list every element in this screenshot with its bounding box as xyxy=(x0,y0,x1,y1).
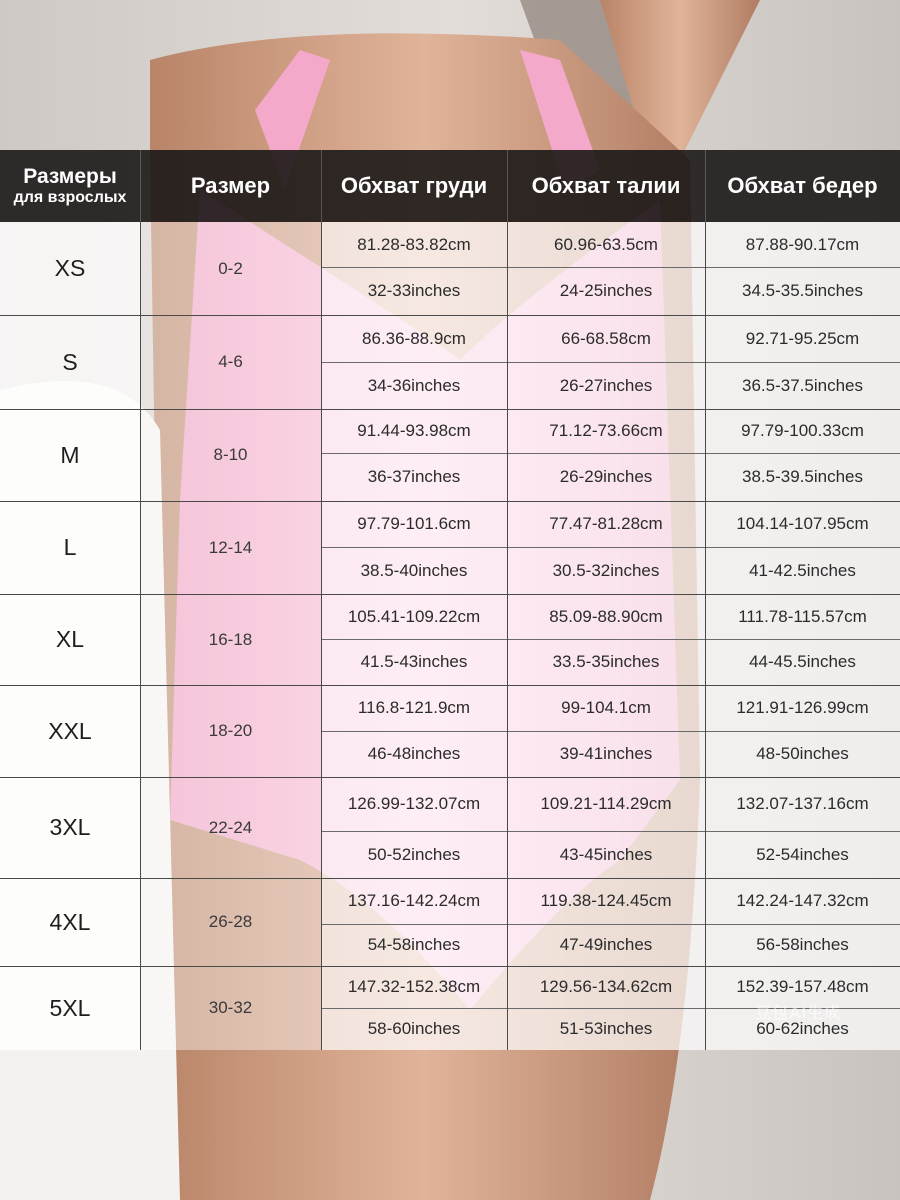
inches-row xyxy=(321,267,900,315)
chest-cm-cell: 91.44-93.98cm xyxy=(357,421,471,440)
chest-cm-cell: 81.28-83.82cm xyxy=(357,234,471,254)
hip-cm-cell: 92.71-95.25cm xyxy=(745,328,860,348)
column-divider xyxy=(321,315,322,409)
hip-inches-cell: 34.5-35.5inches xyxy=(742,281,863,300)
header-size: Размер xyxy=(190,173,271,198)
cm-row xyxy=(321,685,900,731)
size-label: M xyxy=(0,409,140,501)
inches-row xyxy=(321,639,900,685)
hip-inches-cell: 56-58inches xyxy=(756,935,849,954)
chest-inches-cell: 58-60inches xyxy=(367,1019,461,1038)
hip-cm-cell: 104.14-107.95cm xyxy=(736,514,869,533)
hip-cm-cell: 121.91-126.99cm xyxy=(736,698,869,717)
waist-inches-cell: 26-27inches xyxy=(559,375,653,395)
header-adult-sizes-line2: для взрослых xyxy=(13,188,127,206)
column-divider xyxy=(705,685,706,777)
column-divider xyxy=(321,966,322,1050)
column-divider xyxy=(507,222,508,315)
inner-row-divider xyxy=(321,547,900,548)
size-label: XL xyxy=(0,594,140,685)
size-label: 5XL xyxy=(0,966,140,1050)
header-adult-sizes xyxy=(0,150,140,222)
us-size-range: 22-24 xyxy=(140,777,321,878)
us-size-range: 18-20 xyxy=(140,685,321,777)
inches-row xyxy=(321,547,900,594)
us-size-range: 0-2 xyxy=(140,222,321,315)
inches-row xyxy=(321,362,900,409)
chest-cm-cell: 97.79-101.6cm xyxy=(357,514,471,533)
header-divider xyxy=(140,150,141,222)
us-size-range: 8-10 xyxy=(140,409,321,501)
us-size-range: 12-14 xyxy=(140,501,321,594)
size-label: S xyxy=(0,315,140,409)
column-divider xyxy=(321,777,322,878)
header-adult-sizes-line1: Размеры xyxy=(23,164,117,188)
watermark-text: 豆包AI生成 xyxy=(755,1005,842,1022)
size-label: 4XL xyxy=(0,878,140,966)
size-row-group xyxy=(0,315,900,409)
us-size-range: 16-18 xyxy=(140,594,321,685)
cm-row xyxy=(321,777,900,831)
cm-row xyxy=(321,594,900,639)
hip-cm-cell: 132.07-137.16cm xyxy=(736,794,869,813)
hip-cm-cell: 87.88-90.17cm xyxy=(745,234,860,254)
inner-row-divider xyxy=(321,362,900,363)
cm-row xyxy=(321,222,900,267)
size-row-group xyxy=(0,685,900,777)
column-divider xyxy=(321,501,322,594)
header-divider xyxy=(507,150,508,222)
row-divider xyxy=(0,777,900,778)
column-divider xyxy=(705,501,706,594)
hip-cm-cell: 152.39-157.48cm xyxy=(736,977,869,996)
column-divider xyxy=(140,966,141,1050)
waist-cm-cell: 99-104.1cm xyxy=(561,698,651,717)
waist-cm-cell: 129.56-134.62cm xyxy=(539,977,673,996)
column-divider xyxy=(705,777,706,878)
chest-cm-cell: 126.99-132.07cm xyxy=(347,794,481,813)
chest-inches-cell: 50-52inches xyxy=(367,844,461,864)
cm-row xyxy=(321,409,900,453)
waist-inches-cell: 39-41inches xyxy=(559,744,653,763)
inches-row xyxy=(321,924,900,966)
waist-cm-cell: 71.12-73.66cm xyxy=(549,421,663,440)
chest-cm-cell: 147.32-152.38cm xyxy=(347,977,481,996)
inner-row-divider xyxy=(321,639,900,640)
row-divider xyxy=(0,409,900,410)
row-divider xyxy=(0,685,900,686)
column-divider xyxy=(140,685,141,777)
header-hips: Обхват бедер xyxy=(727,173,878,198)
header-divider xyxy=(321,150,322,222)
inner-row-divider xyxy=(321,267,900,268)
waist-inches-cell: 51-53inches xyxy=(559,1019,653,1038)
column-divider xyxy=(507,501,508,594)
size-label: XXL xyxy=(0,685,140,777)
inner-row-divider xyxy=(321,924,900,925)
chest-inches-cell: 46-48inches xyxy=(367,744,461,763)
column-divider xyxy=(140,409,141,501)
hip-inches-cell: 36.5-37.5inches xyxy=(742,375,863,395)
inches-row xyxy=(321,731,900,777)
cm-row xyxy=(321,501,900,547)
column-divider xyxy=(507,409,508,501)
row-divider xyxy=(0,966,900,967)
column-divider xyxy=(705,594,706,685)
header-chest: Обхват груди xyxy=(340,173,488,198)
column-divider xyxy=(321,594,322,685)
size-chart-table xyxy=(0,150,900,1050)
waist-inches-cell: 30.5-32inches xyxy=(552,560,660,580)
column-divider xyxy=(321,222,322,315)
table-header xyxy=(0,150,900,222)
chest-inches-cell: 54-58inches xyxy=(367,935,461,954)
column-divider xyxy=(705,222,706,315)
chest-cm-cell: 116.8-121.9cm xyxy=(357,698,471,717)
hip-inches-cell: 38.5-39.5inches xyxy=(742,467,863,486)
chest-cm-cell: 86.36-88.9cm xyxy=(362,328,466,348)
waist-cm-cell: 60.96-63.5cm xyxy=(554,234,658,254)
us-size-range: 26-28 xyxy=(140,878,321,966)
us-size-range: 4-6 xyxy=(140,315,321,409)
column-divider xyxy=(507,777,508,878)
row-divider xyxy=(0,878,900,879)
header-divider xyxy=(705,150,706,222)
size-row-group xyxy=(0,409,900,501)
header-waist: Обхват талии xyxy=(531,173,681,198)
chest-inches-cell: 32-33inches xyxy=(367,281,461,300)
row-divider xyxy=(0,315,900,316)
size-row-group xyxy=(0,777,900,878)
column-divider xyxy=(705,315,706,409)
cm-row xyxy=(321,878,900,924)
waist-cm-cell: 109.21-114.29cm xyxy=(540,794,672,813)
waist-inches-cell: 26-29inches xyxy=(559,467,653,486)
hip-inches-cell: 41-42.5inches xyxy=(749,560,856,580)
inches-row xyxy=(321,831,900,878)
size-label: L xyxy=(0,501,140,594)
column-divider xyxy=(507,966,508,1050)
size-row-group xyxy=(0,222,900,315)
column-divider xyxy=(507,594,508,685)
column-divider xyxy=(140,222,141,315)
column-divider xyxy=(140,594,141,685)
column-divider xyxy=(507,878,508,966)
waist-cm-cell: 85.09-88.90cm xyxy=(549,606,663,626)
size-label: 3XL xyxy=(0,777,140,878)
row-divider xyxy=(0,501,900,502)
row-divider xyxy=(0,594,900,595)
column-divider xyxy=(321,409,322,501)
chest-inches-cell: 36-37inches xyxy=(367,467,461,486)
hip-cm-cell: 142.24-147.32cm xyxy=(736,891,869,910)
waist-cm-cell: 77.47-81.28cm xyxy=(549,514,663,533)
column-divider xyxy=(705,878,706,966)
waist-inches-cell: 24-25inches xyxy=(559,281,653,300)
cm-row xyxy=(321,315,900,362)
chest-inches-cell: 38.5-40inches xyxy=(360,560,468,580)
size-label: XS xyxy=(0,222,140,315)
inner-row-divider xyxy=(321,453,900,454)
waist-inches-cell: 43-45inches xyxy=(559,844,653,864)
column-divider xyxy=(321,685,322,777)
waist-inches-cell: 47-49inches xyxy=(559,935,653,954)
column-divider xyxy=(140,501,141,594)
column-divider xyxy=(321,878,322,966)
hip-inches-cell: 60-62inches xyxy=(756,1019,849,1038)
hip-cm-cell: 111.78-115.57cm xyxy=(738,606,867,626)
us-size-range: 30-32 xyxy=(140,966,321,1050)
inches-row xyxy=(321,453,900,501)
column-divider xyxy=(705,409,706,501)
size-row-group xyxy=(0,878,900,966)
size-row-group xyxy=(0,594,900,685)
waist-inches-cell: 33.5-35inches xyxy=(552,652,660,671)
column-divider xyxy=(507,315,508,409)
table-body xyxy=(0,222,900,1050)
hip-inches-cell: 48-50inches xyxy=(756,744,849,763)
chest-inches-cell: 34-36inches xyxy=(367,375,461,395)
chest-cm-cell: 105.41-109.22cm xyxy=(347,606,481,626)
hip-cm-cell: 97.79-100.33cm xyxy=(741,421,864,440)
column-divider xyxy=(140,777,141,878)
size-row-group xyxy=(0,501,900,594)
inner-row-divider xyxy=(321,831,900,832)
waist-cm-cell: 66-68.58cm xyxy=(561,328,651,348)
inner-row-divider xyxy=(321,731,900,732)
hip-inches-cell: 52-54inches xyxy=(756,844,849,864)
column-divider xyxy=(507,685,508,777)
column-divider xyxy=(140,878,141,966)
column-divider xyxy=(705,966,706,1050)
chest-cm-cell: 137.16-142.24cm xyxy=(347,891,481,910)
column-divider xyxy=(140,315,141,409)
chest-inches-cell: 41.5-43inches xyxy=(360,652,468,671)
hip-inches-cell: 44-45.5inches xyxy=(749,652,856,671)
waist-cm-cell: 119.38-124.45cm xyxy=(540,891,672,910)
